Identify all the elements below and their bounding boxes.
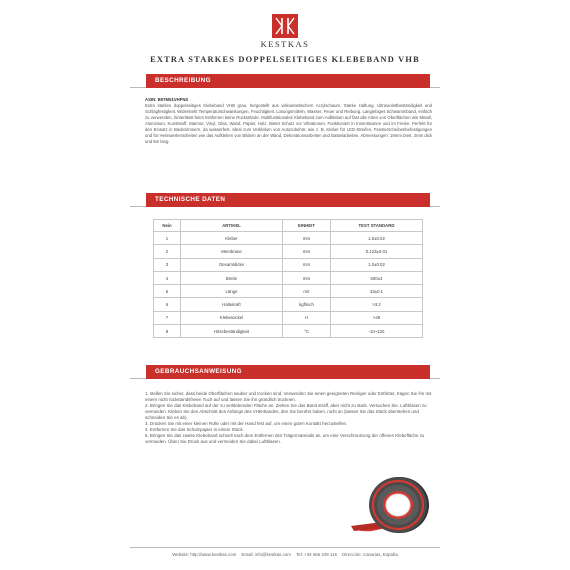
table-cell: H	[283, 311, 331, 324]
table-cell: 6	[154, 298, 181, 311]
footer-email[interactable]: Email: info@kestkas.com	[241, 552, 291, 557]
column-header: TEST STANDARD	[331, 220, 423, 232]
table-row	[154, 245, 423, 258]
table-row	[154, 271, 423, 284]
usage-step: 3. Drücken Sie mit einer kleinen Rolle oder mit der Hand fest auf, um einen guten Kontakt herzustellen.	[145, 421, 348, 427]
brand-logo	[272, 14, 298, 38]
table-row	[154, 325, 423, 338]
table-cell: Kleber	[181, 232, 283, 245]
column-header: EINHEIT	[283, 220, 331, 232]
table-cell: m/r	[283, 285, 331, 298]
column-header: ARTIKEL	[181, 220, 283, 232]
table-cell: °C	[283, 325, 331, 338]
footer-phone: Tel: +34 666 229 115	[296, 552, 337, 557]
brand-name: KESTKAS	[260, 39, 310, 49]
table-cell: Länge	[181, 285, 283, 298]
document-title: EXTRA STARKES DOPPELSEITIGES KLEBEBAND VHB	[150, 55, 420, 64]
usage-step: 4. Entfernen Sie das Schutzpapier in einem Stück.	[145, 427, 244, 433]
usage-step: 2. Bringen Sie das Klebeband auf der zu verklebenden Fläche an. Ziehen Sie das Band straff, aber nicht zu stark. Versuchen Sie, Luftblasen zu vermeiden. Kleben Sie den Abschnitt des Anfangs des VHB-Bandes, den Sie berührt haben, nicht an (lassen Sie das Stück überstehen und schneiden Sie es ab).	[145, 403, 427, 421]
footer-website[interactable]: Website: http://www.kestkas.com	[172, 552, 237, 557]
table-cell: mm	[283, 245, 331, 258]
column-header: Nein	[154, 220, 181, 232]
table-cell: 0.123±0.01	[331, 245, 423, 258]
table-cell: Klebesockel	[181, 311, 283, 324]
table-cell: mm	[283, 258, 331, 271]
table-cell: Haltekraft	[181, 298, 283, 311]
footer-address: Dirección: Canarias, España	[342, 552, 398, 557]
table-cell: >48	[331, 311, 423, 324]
table-cell: -10~120	[331, 325, 423, 338]
usage-step: 1. stellen Sie sicher, dass beide Oberflächen sauber und trocken sind. Verwenden Sie einen geeigneten Reiniger oder Entfetter, tragen Sie ihn mit einem nicht rückstandsfreien Tuch auf und lassen Sie ihn gründlich trocknen.	[145, 391, 432, 403]
table-cell: 8	[154, 325, 181, 338]
table-cell: kgf/inch	[283, 298, 331, 311]
table-cell: 3	[154, 258, 181, 271]
table-cell: 1	[154, 232, 181, 245]
asin-label: ASIN: B07M51VHFNS	[145, 97, 189, 102]
table-header-row	[154, 220, 423, 232]
table-row	[154, 285, 423, 298]
table-cell: Breite	[181, 271, 283, 284]
description-text: Extra starkes doppelseitiges Klebeband VHB grau, hergestellt aus viskoelastischem Acrylschaum. Starke Haftung, Ultraviolettbeständigkeit und Schlagfestigkeit. Widersteht Temperaturschwankungen, Feuchtigkeit, Lösungsmitteln, Wasser, Feuer und Reibung. Langlebiges Schwammband, einfach zu verwenden, hinterlässt beim Entfernen keine Rückstände. Multifunktionales Klebeband zum Aufkleben auf fast alle Arten von Oberflächen wie Metall, Aluminium, Kunststoff, Marmor, Vinyl, Glas, Wand, Papier, Holz. Bietet Schutz vor Vibrationen. Funktioniert in Innenräumen und im Freien. Perfekt für den Einsatz in Badezimmern, da wasserfest. Ideal zum Verkleben von Autozubehör, wie z. B. Kleber für LED-Streifen, Fensterscheibenbefestigungen und für Heimwerkerarbeiten wie das Aufkleben von Bildern an der Wand, Dekorationsarbeiten und Bastelarbeiten. Abmessungen: 19mm breit, 2mm dick und 5m lang.	[145, 103, 432, 145]
footer	[100, 552, 470, 557]
usage-step: 5. Bringen Sie das zweite Klebeband schnell nach dem Entfernen des Trägermaterials an, um eine Verschmutzung der offenen Klebefläche zu vermeiden. Üben Sie Druck aus und vermeiden Sie dabei Luftblasen.	[145, 433, 425, 445]
table-row	[154, 311, 423, 324]
table-cell: Gesamtdicke	[181, 258, 283, 271]
footer-divider	[130, 547, 440, 548]
table-row	[154, 232, 423, 245]
technical-data-table	[153, 219, 423, 338]
section-heading-description: BESCHREIBUNG	[146, 74, 430, 88]
table-cell: >3.2	[331, 298, 423, 311]
table-row	[154, 298, 423, 311]
table-cell: Membrane	[181, 245, 283, 258]
table-cell: 600±4	[331, 271, 423, 284]
section-heading-usage: GEBRAUCHSANWEISUNG	[146, 365, 430, 379]
description-block	[145, 97, 432, 145]
tape-roll-image	[348, 472, 434, 538]
table-cell: Hitzebeständigkeit	[181, 325, 283, 338]
table-cell: 4	[154, 271, 181, 284]
table-cell: mm	[283, 232, 331, 245]
table-cell: 5	[154, 285, 181, 298]
table-cell: 2	[154, 245, 181, 258]
table-cell: 1.0±0.02	[331, 232, 423, 245]
usage-instructions	[145, 391, 432, 445]
section-heading-technical: TECHNISCHE DATEN	[146, 193, 430, 207]
table-cell: 33±0.1	[331, 285, 423, 298]
table-cell: 1.0±0.02	[331, 258, 423, 271]
table-cell: mm	[283, 271, 331, 284]
mirrored-k-icon	[274, 16, 296, 36]
table-cell: 7	[154, 311, 181, 324]
table-row	[154, 258, 423, 271]
